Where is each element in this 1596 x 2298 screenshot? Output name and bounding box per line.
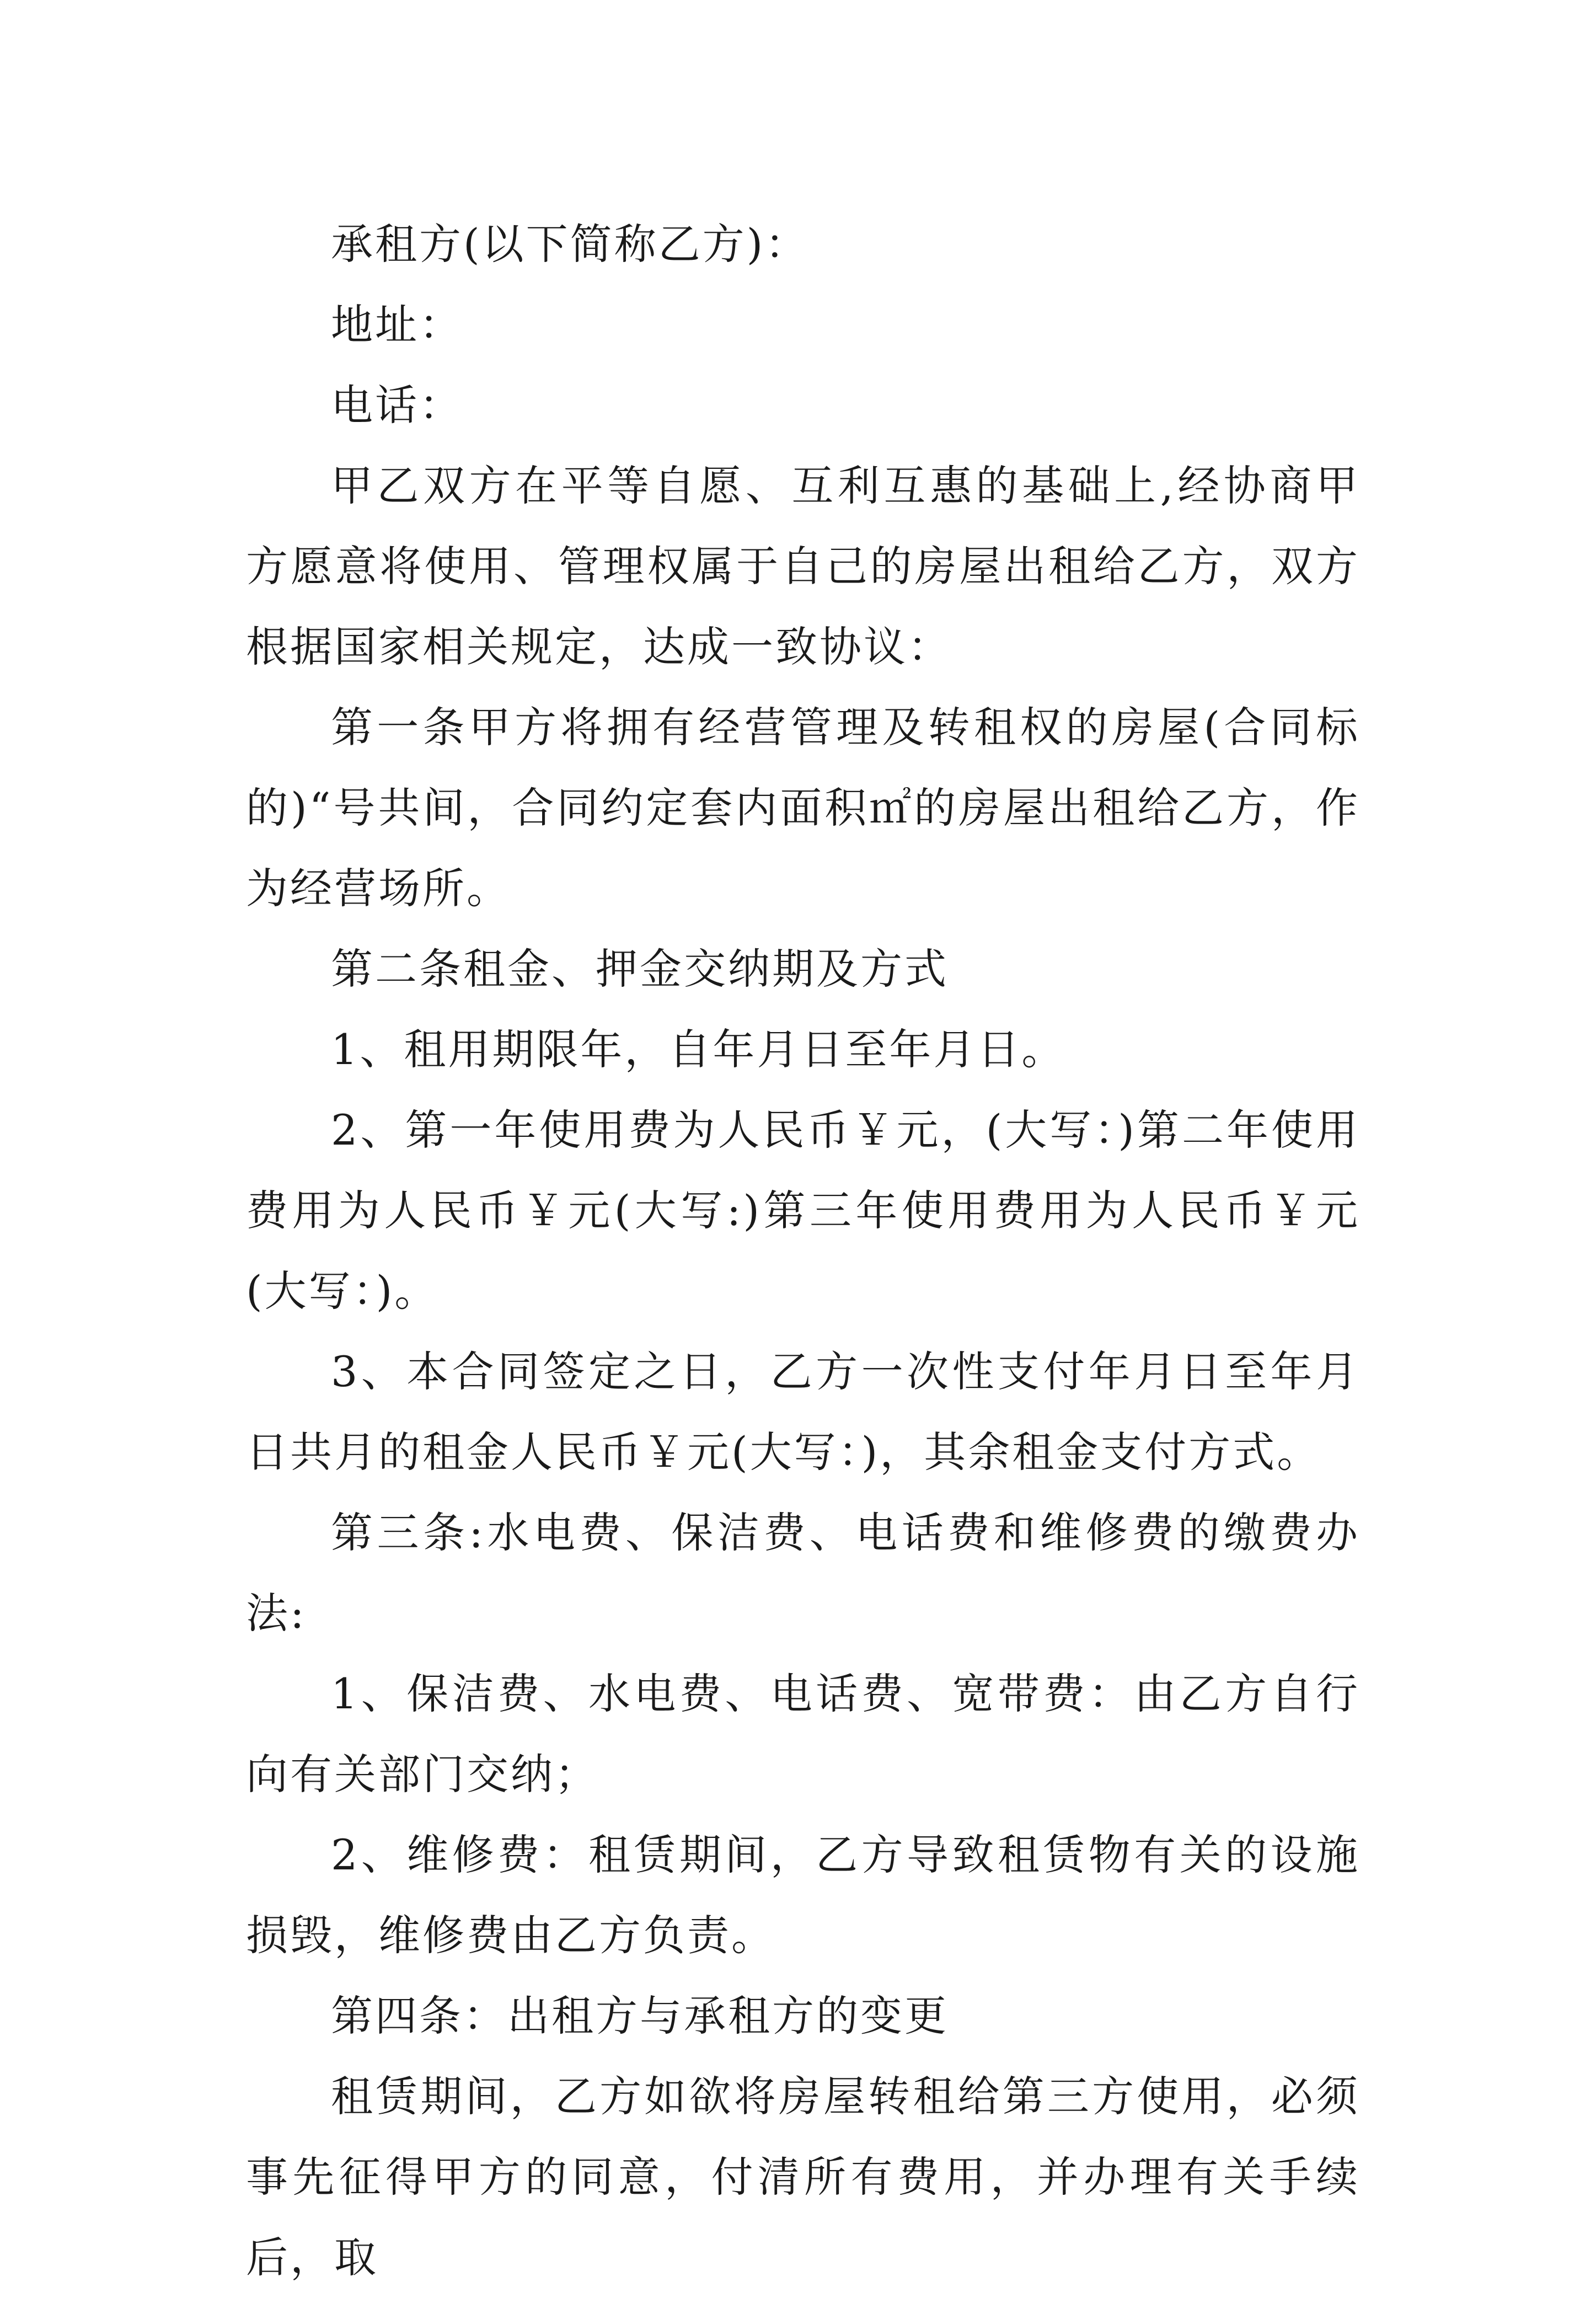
article-2-item-3: 3、本合同签定之日，乙方一次性支付年月日至年月日共月的租金人民币￥元(大写：)，其余租金支付方式。 <box>246 1347 1360 1477</box>
preamble-paragraph: 甲乙双方在平等自愿、互利互惠的基础上,经协商甲方愿意将使用、管理权属于自己的房屋出租给乙方，双方根据国家相关规定，达成一致协议： <box>246 461 1360 671</box>
lessee-line: 承租方(以下简称乙方)： <box>331 220 810 269</box>
article-3-item-2: 2、维修费：租赁期间，乙方导致租赁物有关的设施损毁，维修费由乙方负责。 <box>246 1830 1360 1960</box>
article-3-heading: 第三条:水电费、保洁费、电话费和维修费的缴费办法: <box>246 1508 1360 1638</box>
document-body <box>246 204 1360 2298</box>
article-3-item-1: 1、保洁费、水电费、电话费、宽带费：由乙方自行向有关部门交纳； <box>246 1669 1360 1799</box>
address-line: 地址： <box>331 300 463 349</box>
article-4-heading: 第四条：出租方与承租方的变更 <box>331 1991 949 2040</box>
article-4-paragraph: 租赁期间，乙方如欲将房屋转租给第三方使用，必须事先征得甲方的同意，付清所有费用，并办理有关手续后，取 <box>246 2072 1360 2282</box>
article-1-paragraph: 第一条甲方将拥有经营管理及转租权的房屋(合同标的)“号共间，合同约定套内面积㎡的房屋出租给乙方，作为经营场所。 <box>246 703 1360 913</box>
article-2-item-1: 1、租用期限年，自年月日至年月日。 <box>331 1025 1066 1074</box>
phone-line: 电话： <box>331 381 463 430</box>
article-2-heading: 第二条租金、押金交纳期及方式 <box>331 944 949 993</box>
article-2-item-2: 2、第一年使用费为人民币￥元，(大写：)第二年使用费用为人民币￥元(大写:)第三年使用费用为人民币￥元(大写：)。 <box>246 1105 1360 1316</box>
